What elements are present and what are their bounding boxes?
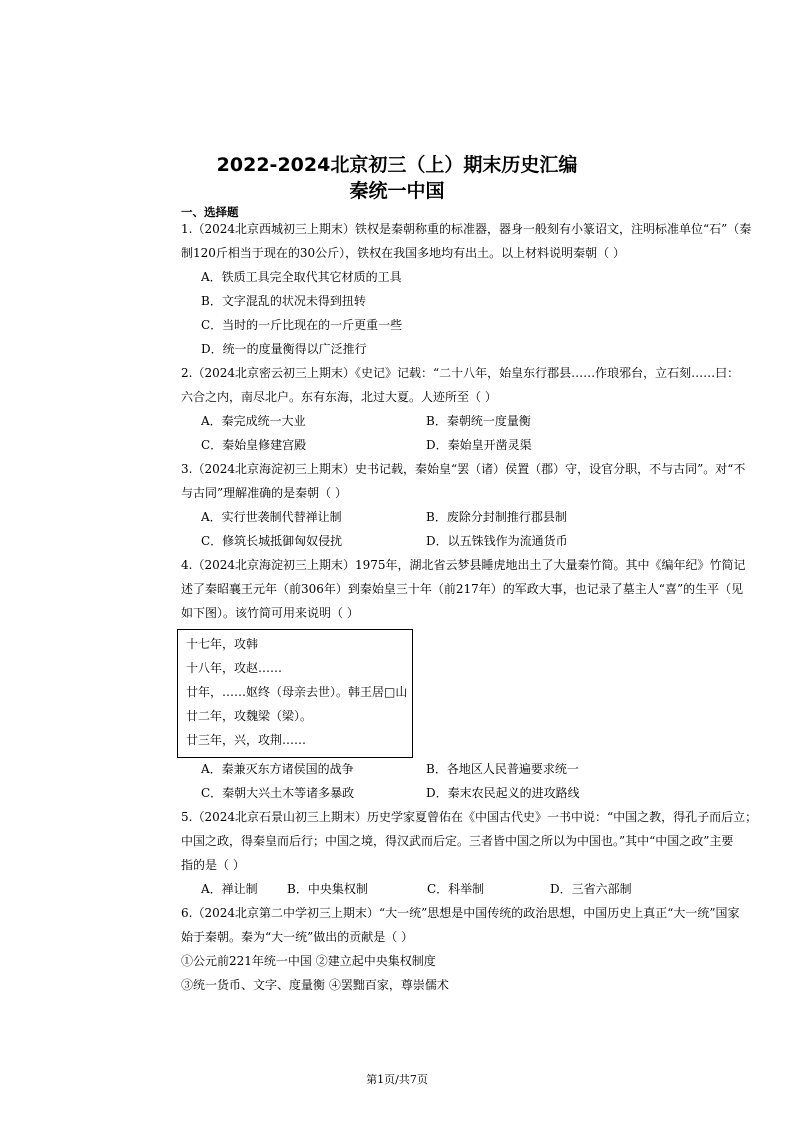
q3-stem-line2: 与古同”理解准确的是秦朝（ ）: [181, 486, 347, 500]
q1-option-a: A．铁质工具完全取代其它材质的工具: [201, 270, 402, 284]
section-heading: 一、选择题: [181, 205, 239, 219]
q3-option-a: A．实行世袭制代替禅让制: [201, 510, 342, 524]
q2-option-d: D．秦始皇开凿灵渠: [426, 438, 532, 452]
q2-option-c: C．秦始皇修建宫殿: [201, 438, 307, 452]
q6-statement-line1: ①公元前221年统一中国 ②建立起中央集权制度: [181, 954, 436, 968]
q3-option-d: D．以五铢钱作为流通货币: [426, 534, 568, 548]
excerpt-line: 廿年，……妪终（母亲去世）。韩王居□山: [186, 685, 408, 699]
q3-option-b: B．废除分封制推行郡县制: [426, 510, 567, 524]
q6-statement-line2: ③统一货币、文字、度量衡 ④罢黜百家，尊崇儒术: [181, 978, 449, 992]
excerpt-line: 十七年，攻韩: [186, 637, 259, 651]
q4-option-c: C．秦朝大兴土木等诸多暴政: [201, 786, 355, 800]
q6-stem-line1: 6.（2024北京第二中学初三上期末）“大一统”思想是中国传统的政治思想，中国历史上真正“大一统”国家: [181, 906, 740, 920]
excerpt-line: 廿二年，攻魏梁（梁）。: [186, 709, 313, 723]
q1-stem-line1: 1.（2024北京西城初三上期末）铁权是秦朝称重的标准器，器身一般刻有小篆诏文，注明标准单位“石”（秦: [181, 222, 752, 236]
excerpt-line: 十八年，攻赵……: [186, 661, 283, 675]
q1-option-b: B．文字混乱的状况未得到扭转: [201, 294, 366, 308]
q4-stem-line2: 述了秦昭襄王元年（前306年）到秦始皇三十年（前217年）的军政大事，也记录了墓主人“喜”的生平（见: [181, 582, 744, 596]
q5-option-c: C．科举制: [427, 882, 485, 896]
q3-option-c: C．修筑长城抵御匈奴侵扰: [201, 534, 343, 548]
q5-option-d: D．三省六部制: [550, 882, 632, 896]
q5-option-a: A．禅让制: [201, 882, 258, 896]
page-number: 第1页/共7页: [366, 1073, 428, 1086]
q5-stem-line2: 中国之政，得秦皇而后行；中国之境，得汉武而后定。三者皆中国之所以为中国也。”其中“中国之政”主要: [181, 834, 734, 848]
excerpt-line: 廿三年，兴，攻荆……: [186, 733, 307, 747]
q5-option-b: B．中央集权制: [287, 882, 368, 896]
q4-stem-line3: 如下图）。该竹简可用来说明（ ）: [181, 606, 359, 620]
document-subtitle: 秦统一中国: [349, 180, 445, 202]
q1-option-c: C．当时的一斤比现在的一斤更重一些: [201, 318, 403, 332]
q5-stem-line3: 指的是（ ）: [181, 858, 245, 872]
q4-option-d: D．秦末农民起义的进攻路线: [426, 786, 580, 800]
bamboo-slip-excerpt-box: [177, 629, 413, 758]
q3-stem-line1: 3.（2024北京海淀初三上期末）史书记载，秦始皇“罢（诸）侯置（郡）守，设官分职，不与古同”。对“不: [181, 462, 746, 476]
document-title: 2022-2024北京初三（上）期末历史汇编: [216, 154, 578, 176]
q1-stem-line2: 制120斤相当于现在的30公斤），铁权在我国多地均有出土。以上材料说明秦朝（ ）: [181, 246, 625, 260]
q5-stem-line1: 5.（2024北京石景山初三上期末）历史学家夏曾佑在《中国古代史》一书中说：“中国之教，得孔子而后立；: [181, 810, 758, 824]
q2-option-a: A．秦完成统一大业: [201, 414, 306, 428]
q4-option-b: B．各地区人民普遍要求统一: [426, 762, 579, 776]
q4-option-a: A．秦兼灭东方诸侯国的战争: [201, 762, 354, 776]
q1-option-d: D．统一的度量衡得以广泛推行: [201, 342, 367, 356]
q2-stem-line1: 2.（2024北京密云初三上期末）《史记》记载：“二十八年，始皇东行郡县……作琅邪台，立石刻……曰：: [181, 366, 740, 380]
q4-stem-line1: 4.（2024北京海淀初三上期末）1975年，湖北省云梦县睡虎地出土了大量秦竹简。其中《编年纪》竹简记: [181, 558, 746, 572]
q6-stem-line2: 始于秦朝。秦为“大一统”做出的贡献是（ ）: [181, 930, 414, 944]
q2-option-b: B．秦朝统一度量衡: [426, 414, 531, 428]
q2-stem-line2: 六合之内，南尽北户。东有东海，北过大夏。人迹所至（ ）: [181, 390, 497, 404]
